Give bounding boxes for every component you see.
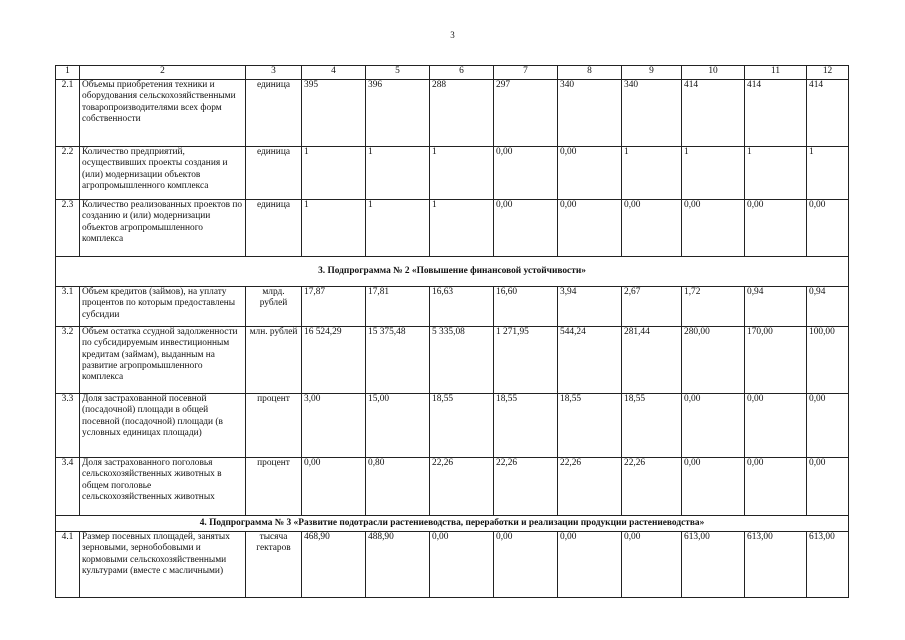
- value-cell: 1 271,95: [494, 327, 558, 394]
- value-cell: 16,63: [430, 287, 494, 327]
- value-cell: 0,00: [745, 458, 807, 516]
- indicator-name: Размер посевных площадей, занятых зерновыми, зернобобовыми и кормовыми сельскохозяйственными культурами (вместе с масличными): [80, 532, 246, 598]
- row-number: 3.4: [56, 458, 80, 516]
- value-cell: 3,00: [302, 394, 366, 458]
- value-cell: 16 524,29: [302, 327, 366, 394]
- value-cell: 100,00: [807, 327, 849, 394]
- unit-cell: процент: [246, 394, 302, 458]
- value-cell: 17,81: [366, 287, 430, 327]
- unit-cell: млрд. рублей: [246, 287, 302, 327]
- value-cell: 22,26: [558, 458, 622, 516]
- indicator-name: Количество предприятий, осуществивших проекты создания и (или) модернизации объектов агропромышленного комплекса: [80, 147, 246, 200]
- value-cell: 1: [682, 147, 745, 200]
- value-cell: 297: [494, 80, 558, 147]
- value-cell: 0,00: [622, 200, 682, 257]
- value-cell: 1: [302, 200, 366, 257]
- value-cell: 0,00: [558, 147, 622, 200]
- section-row: [56, 257, 849, 287]
- value-cell: 0,00: [302, 458, 366, 516]
- column-number-cell: 11: [745, 66, 807, 80]
- value-cell: 0,00: [494, 147, 558, 200]
- value-cell: 288: [430, 80, 494, 147]
- unit-cell: процент: [246, 458, 302, 516]
- value-cell: 0,00: [622, 532, 682, 598]
- table-row: [56, 327, 849, 394]
- indicator-name: Объем кредитов (займов), на уплату процентов по которым предоставлены субсидии: [80, 287, 246, 327]
- value-cell: 2,67: [622, 287, 682, 327]
- value-cell: 0,00: [494, 532, 558, 598]
- value-cell: 488,90: [366, 532, 430, 598]
- value-cell: 5 335,08: [430, 327, 494, 394]
- column-number-cell: 4: [302, 66, 366, 80]
- column-number-cell: 6: [430, 66, 494, 80]
- table-row: [56, 394, 849, 458]
- value-cell: 17,87: [302, 287, 366, 327]
- value-cell: 1: [430, 200, 494, 257]
- value-cell: 0,00: [558, 532, 622, 598]
- value-cell: 281,44: [622, 327, 682, 394]
- table-row: [56, 532, 849, 598]
- column-number-cell: 8: [558, 66, 622, 80]
- column-number-cell: 10: [682, 66, 745, 80]
- value-cell: 613,00: [807, 532, 849, 598]
- unit-cell: единица: [246, 200, 302, 257]
- value-cell: 396: [366, 80, 430, 147]
- indicator-name: Объем остатка ссудной задолженности по субсидируемым инвестиционным кредитам (займам), выданным на развитие агропромышленного комплекса: [80, 327, 246, 394]
- row-number: 3.3: [56, 394, 80, 458]
- value-cell: 16,60: [494, 287, 558, 327]
- value-cell: 22,26: [430, 458, 494, 516]
- value-cell: 1: [745, 147, 807, 200]
- indicator-name: Доля застрахованной посевной (посадочной) площади в общей посевной (посадочной) площади (в условных единицах площади): [80, 394, 246, 458]
- table-row: [56, 287, 849, 327]
- table-row: [56, 458, 849, 516]
- value-cell: 1,72: [682, 287, 745, 327]
- unit-cell: единица: [246, 147, 302, 200]
- value-cell: 395: [302, 80, 366, 147]
- value-cell: 0,00: [807, 458, 849, 516]
- table-row: [56, 200, 849, 257]
- indicator-name: Объемы приобретения техники и оборудования сельскохозяйственными товаропроизводителями всех форм собственности: [80, 80, 246, 147]
- column-number-cell: 12: [807, 66, 849, 80]
- value-cell: 280,00: [682, 327, 745, 394]
- row-number: 2.3: [56, 200, 80, 257]
- value-cell: 18,55: [494, 394, 558, 458]
- value-cell: 0,00: [682, 458, 745, 516]
- column-number-cell: 2: [80, 66, 246, 80]
- section-title: 3. Подпрограмма № 2 «Повышение финансовой устойчивости»: [56, 257, 849, 287]
- value-cell: 0,00: [494, 200, 558, 257]
- column-number-cell: 9: [622, 66, 682, 80]
- row-number: 2.1: [56, 80, 80, 147]
- value-cell: 0,00: [558, 200, 622, 257]
- value-cell: 15 375,48: [366, 327, 430, 394]
- indicators-table: [55, 65, 849, 598]
- column-number-row: [56, 66, 849, 80]
- value-cell: 468,90: [302, 532, 366, 598]
- value-cell: 1: [302, 147, 366, 200]
- value-cell: 3,94: [558, 287, 622, 327]
- value-cell: 18,55: [622, 394, 682, 458]
- row-number: 3.1: [56, 287, 80, 327]
- row-number: 2.2: [56, 147, 80, 200]
- value-cell: 1: [807, 147, 849, 200]
- section-row: [56, 516, 849, 532]
- value-cell: 0,94: [745, 287, 807, 327]
- value-cell: 1: [622, 147, 682, 200]
- value-cell: 340: [558, 80, 622, 147]
- value-cell: 0,00: [682, 394, 745, 458]
- value-cell: 0,00: [430, 532, 494, 598]
- table-row: [56, 80, 849, 147]
- value-cell: 18,55: [558, 394, 622, 458]
- column-number-cell: 1: [56, 66, 80, 80]
- page-number: 3: [450, 30, 455, 40]
- indicator-name: Количество реализованных проектов по созданию и (или) модернизации объектов агропромышленного комплекса: [80, 200, 246, 257]
- column-number-cell: 3: [246, 66, 302, 80]
- value-cell: 22,26: [494, 458, 558, 516]
- unit-cell: млн. рублей: [246, 327, 302, 394]
- value-cell: 170,00: [745, 327, 807, 394]
- value-cell: 544,24: [558, 327, 622, 394]
- value-cell: 613,00: [682, 532, 745, 598]
- value-cell: 15,00: [366, 394, 430, 458]
- column-number-cell: 5: [366, 66, 430, 80]
- table-row: [56, 147, 849, 200]
- value-cell: 1: [366, 200, 430, 257]
- unit-cell: тысяча гектаров: [246, 532, 302, 598]
- value-cell: 0,00: [682, 200, 745, 257]
- value-cell: 414: [807, 80, 849, 147]
- value-cell: 18,55: [430, 394, 494, 458]
- value-cell: 22,26: [622, 458, 682, 516]
- value-cell: 0,00: [807, 394, 849, 458]
- row-number: 3.2: [56, 327, 80, 394]
- value-cell: 414: [682, 80, 745, 147]
- value-cell: 0,00: [745, 200, 807, 257]
- indicator-name: Доля застрахованного поголовья сельскохозяйственных животных в общем поголовье сельскохозяйственных животных: [80, 458, 246, 516]
- value-cell: 0,94: [807, 287, 849, 327]
- unit-cell: единица: [246, 80, 302, 147]
- value-cell: 414: [745, 80, 807, 147]
- value-cell: 0,00: [745, 394, 807, 458]
- value-cell: 0,80: [366, 458, 430, 516]
- row-number: 4.1: [56, 532, 80, 598]
- value-cell: 613,00: [745, 532, 807, 598]
- column-number-cell: 7: [494, 66, 558, 80]
- value-cell: 0,00: [807, 200, 849, 257]
- value-cell: 340: [622, 80, 682, 147]
- value-cell: 1: [430, 147, 494, 200]
- section-title: 4. Подпрограмма № 3 «Развитие подотрасли растениеводства, переработки и реализации продукции растениеводства»: [56, 516, 849, 532]
- value-cell: 1: [366, 147, 430, 200]
